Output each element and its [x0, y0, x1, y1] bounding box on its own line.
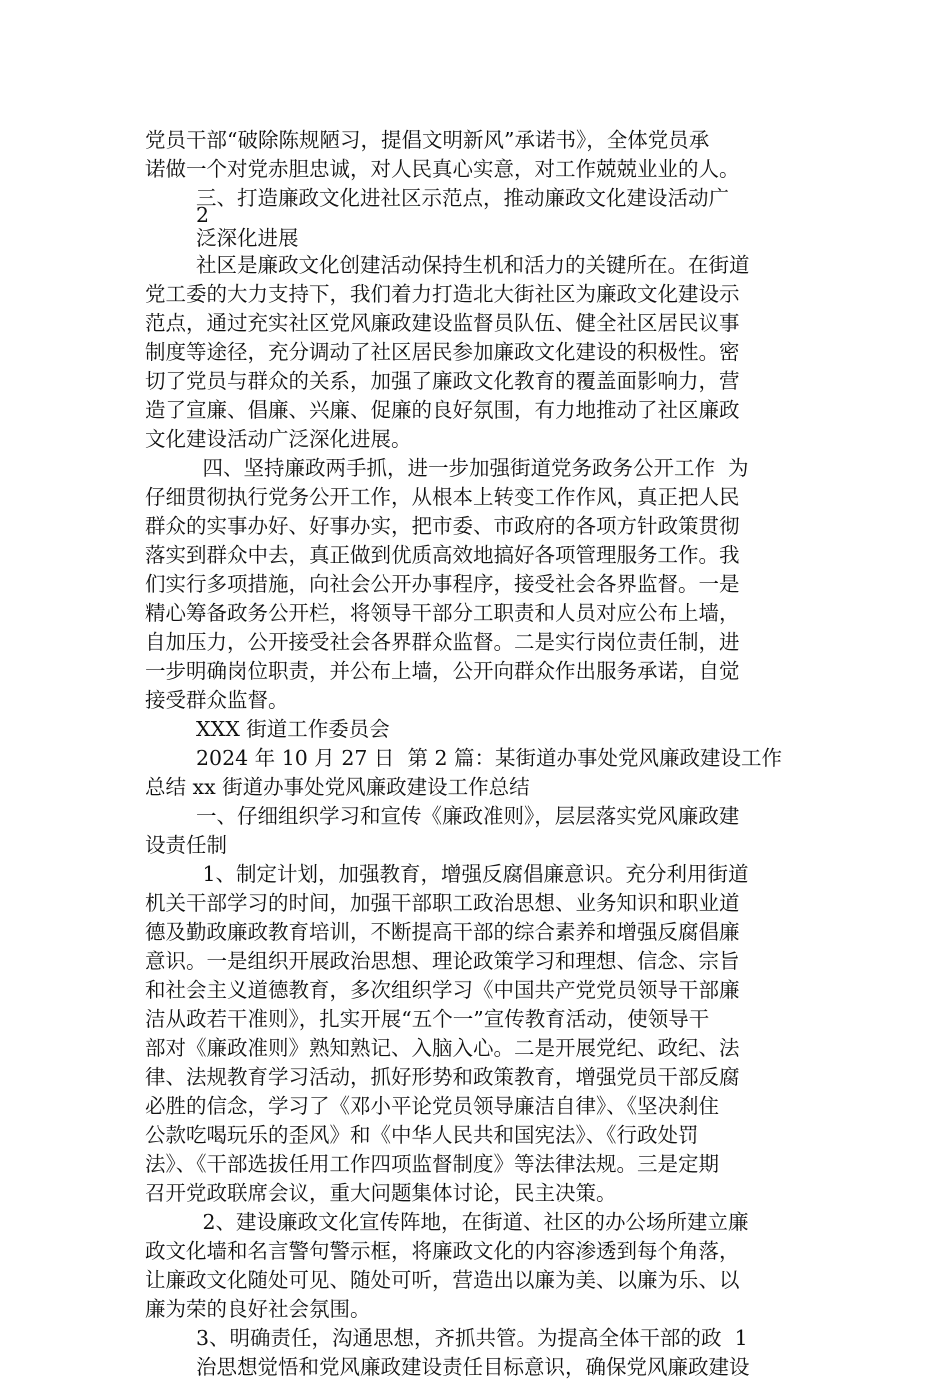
- text-line: 一、仔细组织学习和宣传《廉政准则》，层层落实党风廉政建: [196, 804, 740, 828]
- text-line: 诺做一个对党赤胆忠诚，对人民真心实意，对工作兢兢业业的人。: [145, 157, 740, 181]
- text-line: 和社会主义道德教育，多次组织学习《中国共产党党员领导干部廉: [145, 978, 740, 1002]
- text-line: 廉为荣的良好社会氛围。: [145, 1297, 371, 1321]
- text-line: 切了党员与群众的关系，加强了廉政文化教育的覆盖面影响力，营: [145, 369, 740, 393]
- text-line: 造了宣廉、倡廉、兴廉、促廉的良好氛围，有力地推动了社区廉政: [145, 398, 740, 422]
- text-line: 设责任制: [145, 833, 227, 857]
- text-line: 律、法规教育学习活动，抓好形势和政策教育，增强党员干部反腐: [145, 1065, 740, 1089]
- text-line: 党员干部“破除陈规陋习，提倡文明新风”承诺书》，全体党员承: [145, 128, 710, 152]
- text-line: 四、坚持廉政两手抓，进一步加强街道党务政务公开工作 为: [196, 456, 749, 480]
- text-line: 自加压力，公开接受社会各界群众监督。二是实行岗位责任制，进: [145, 630, 740, 654]
- text-line: 机关干部学习的时间，加强干部职工政治思想、业务知识和职业道: [145, 891, 740, 915]
- date-line: 2024 年 10 月 27 日 第 2 篇：某街道办事处党风廉政建设工作: [196, 746, 783, 770]
- text-line: 文化建设活动广泛深化进展。: [145, 427, 412, 451]
- text-line: 们实行多项措施，向社会公开办事程序，接受社会各界监督。一是: [145, 572, 740, 596]
- text-line: 仔细贯彻执行党务公开工作，从根本上转变工作作风，真正把人民: [145, 485, 740, 509]
- text-line: 党工委的大力支持下，我们着力打造北大街社区为廉政文化建设示: [145, 282, 740, 306]
- text-line: 群众的实事办好、好事办实，把市委、市政府的各项方针政策贯彻: [145, 514, 740, 538]
- text-line: 2、建设廉政文化宣传阵地，在街道、社区的办公场所建立廉: [196, 1210, 749, 1234]
- text-line: 意识。一是组织开展政治思想、理论政策学习和理想、信念、宗旨: [145, 949, 740, 973]
- text-line: 社区是廉政文化创建活动保持生机和活力的关键所在。在街道: [196, 253, 750, 277]
- text-line: 政文化墙和名言警句警示框，将廉政文化的内容渗透到每个角落，: [145, 1239, 740, 1263]
- text-line: 制度等途径，充分调动了社区居民参加廉政文化建设的积极性。密: [145, 340, 740, 364]
- text-line: 三、打造廉政文化进社区示范点，推动廉政文化建设活动广: [196, 186, 729, 210]
- text-line: 总结 xx 街道办事处党风廉政建设工作总结: [145, 775, 530, 799]
- text-line: 召开党政联席会议，重大问题集体讨论，民主决策。: [145, 1181, 617, 1205]
- text-line: 3、明确责任，沟通思想，齐抓共管。为提高全体干部的政 1: [196, 1326, 748, 1350]
- text-line: 治思想觉悟和党风廉政建设责任目标意识，确保党风廉政建设: [196, 1355, 750, 1379]
- page-number: 2: [196, 203, 210, 227]
- text-line: 德及勤政廉政教育培训，不断提高干部的综合素养和增强反腐倡廉: [145, 920, 740, 944]
- text-line: 必胜的信念，学习了《邓小平论党员领导廉洁自律》、《坚决刹住: [145, 1094, 719, 1118]
- text-line: 泛深化进展: [196, 226, 299, 250]
- text-line: 落实到群众中去，真正做到优质高效地搞好各项管理服务工作。我: [145, 543, 740, 567]
- text-line: 部对《廉政准则》熟知熟记、入脑入心。二是开展党纪、政纪、法: [145, 1036, 740, 1060]
- text-line: 一步明确岗位职责，并公布上墙，公开向群众作出服务承诺，自觉: [145, 659, 740, 683]
- text-line: 让廉政文化随处可见、随处可听，营造出以廉为美、以廉为乐、以: [145, 1268, 740, 1292]
- text-line: 洁从政若干准则》，扎实开展“五个一”宣传教育活动，使领导干: [145, 1007, 710, 1031]
- signature-line: XXX 街道工作委员会: [196, 717, 390, 741]
- text-line: 公款吃喝玩乐的歪风》和《中华人民共和国宪法》、《行政处罚: [145, 1123, 699, 1147]
- text-line: 接受群众监督。: [145, 688, 289, 712]
- text-line: 法》、《干部选拔任用工作四项监督制度》等法律法规。三是定期: [145, 1152, 719, 1176]
- text-line: 范点，通过充实社区党风廉政建设监督员队伍、健全社区居民议事: [145, 311, 740, 335]
- text-line: 精心筹备政务公开栏，将领导干部分工职责和人员对应公布上墙，: [145, 601, 740, 625]
- text-line: 1、制定计划，加强教育，增强反腐倡廉意识。充分利用街道: [196, 862, 749, 886]
